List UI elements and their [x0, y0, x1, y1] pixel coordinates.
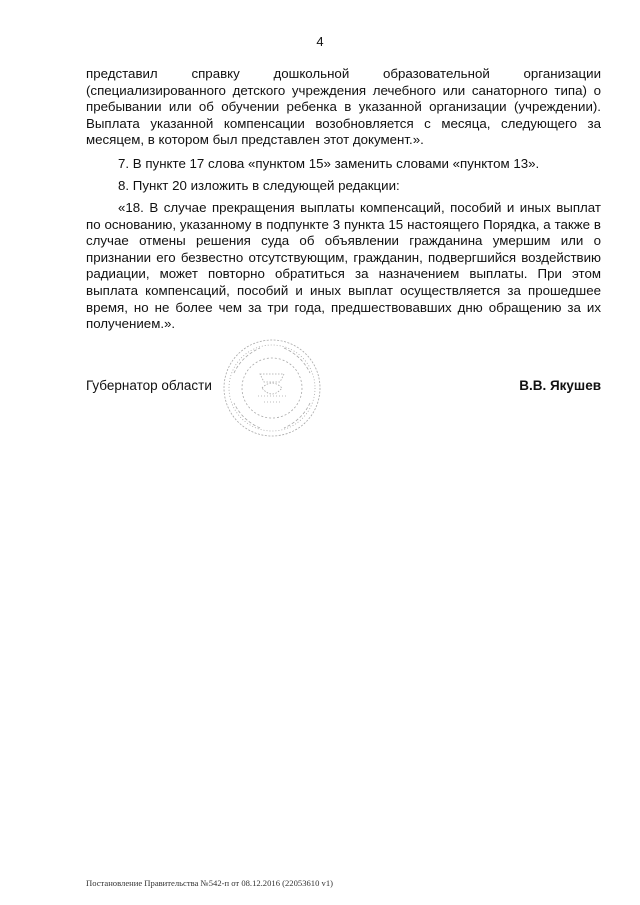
document-footer: Постановление Правительства №542-п от 08.12.2016 (22053610 v1)	[86, 878, 333, 888]
signatory-title: Губернатор области	[86, 378, 212, 393]
signatory-name: В.В. Якушев	[519, 378, 601, 393]
signature-block	[86, 378, 601, 398]
paragraph-item-8: 8. Пункт 20 изложить в следующей редакции:	[118, 178, 400, 193]
paragraph-item-7: 7. В пункте 17 слова «пунктом 15» заменить словами «пунктом 13».	[118, 156, 540, 171]
paragraph-continuation: представил справку дошкольной образовательной организации (специализированного детского учреждения лечебного или санаторного типа) о пребывании или об обучении ребенка в указанной организации (учреждении). Выплата указанной компенсации возобновляется с месяца, следующего за месяцем, в котором был представлен этот документ.».	[86, 66, 601, 148]
paragraph-item-18-quote: «18. В случае прекращения выплаты компенсаций, пособий и иных выплат по основанию, указанному в подпункте 3 пункта 15 настоящего Порядка, а также в случае отмены решения суда об объявлении гражданина умершим или о признании его безвестно отсутствующим, гражданин, подвергшийся воздействию радиации, может повторно обратиться за назначением выплаты. При этом выплата компенсаций, пособий и иных выплат осуществляется за прошедшее время, но не более чем за три года, предшествовавших дню обращению за их получением.».	[86, 200, 601, 332]
page-number: 4	[316, 34, 324, 49]
